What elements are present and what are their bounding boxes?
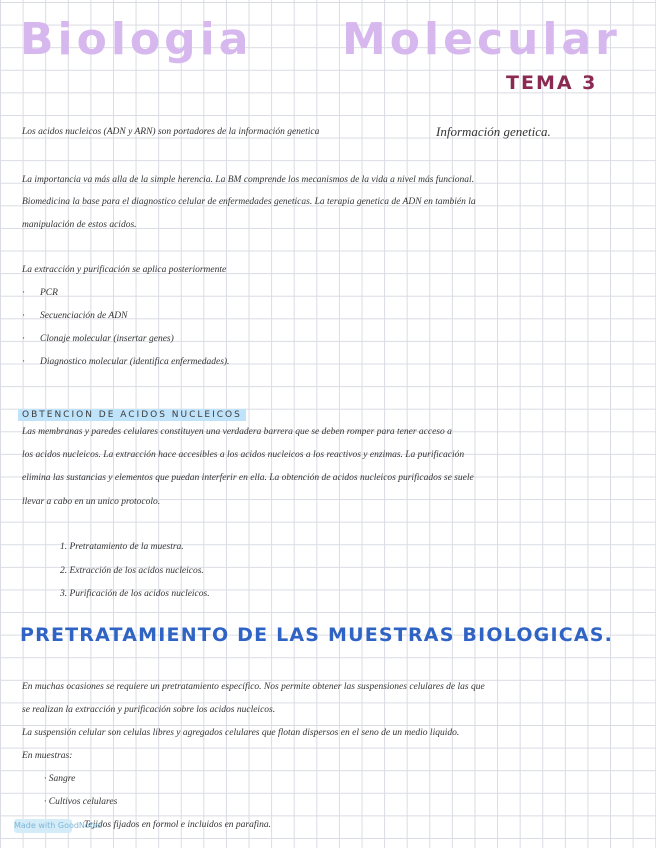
section2-para-line-3: La suspensión celular son celulas libres y agregados celulares que flotan dispersos en el seno de un medio liquido. (22, 728, 460, 738)
section1-para-line-2: los acidos nucleicos. La extracción hace accesibles a los acidos nucleicos a los reactivos y enzimas. La purificación (22, 450, 465, 460)
bullet-icon: · (22, 334, 26, 344)
intro-para-line-2: Biomedicina la base para el diagnostico celular de enfermedades geneticas. La terapia genetica de ADN en también la (22, 197, 476, 207)
section1-para-line-3: elimina las sustancias y elementos que puedan interferir en ella. La obtención de acidos nucleicos purificados se suele (22, 473, 474, 483)
list-item: Tejidos fijados en formol e incluidos en parafina. (84, 820, 272, 830)
extraction-intro: La extracción y purificación se aplica posteriormente (22, 265, 227, 275)
intro-line: Los acidos nucleicos (ADN y ARN) son portadores de la información genetica (22, 127, 320, 137)
section-heading-1 (18, 402, 246, 421)
list-item: · Sangre (44, 774, 76, 784)
list-item: · Diagnostico molecular (identifica enfermedades). (22, 357, 230, 367)
list-item: · PCR (22, 288, 58, 298)
section1-para-line-1: Las membranas y paredes celulares constituyen una verdadera barrera que se deben romper para tener acceso a (22, 427, 452, 437)
section2-para-line-2: se realizan la extracción y purificación sobre los acidos nucleicos. (22, 705, 276, 715)
list-item: · Secuenciación de ADN (22, 311, 128, 321)
bullet-icon: · (22, 311, 26, 321)
intro-keyword: Información genetica. (436, 124, 551, 139)
goodnotes-watermark: Made with GoodNotes (14, 819, 72, 833)
subtitle: TEMA 3 (506, 72, 598, 94)
list-item: · Cultivos celulares (44, 797, 118, 807)
bullet-icon: · (44, 774, 49, 784)
step-item: 1. Pretratamiento de la muestra. (60, 542, 184, 552)
section2-para-line-1: En muchas ocasiones se requiere un pretratamiento específico. Nos permite obtener las suspensiones celulares de las que (22, 682, 485, 692)
title-word-2: Molecular (342, 14, 621, 65)
section-heading-2: PRETRATAMIENTO DE LAS MUESTRAS BIOLOGICAS. (20, 624, 614, 646)
bullet-icon: · (22, 288, 26, 298)
title-word-1: Biologia (20, 14, 253, 65)
step-item: 3. Purificación de los acidos nucleicos. (60, 589, 210, 599)
bullet-icon: · (22, 357, 26, 367)
intro-para-line-3: manipulación de estos acidos. (22, 220, 137, 230)
bullet-icon: · (44, 797, 49, 807)
step-item: 2. Extracción de los acidos nucleicos. (60, 566, 204, 576)
section-heading-1-text: OBTENCION DE ACIDOS NUCLEICOS (18, 409, 246, 421)
section1-para-line-4: llevar a cabo en un unico protocolo. (22, 497, 161, 507)
section2-para-line-4: En muestras: (22, 751, 73, 761)
list-item: · Clonaje molecular (insertar genes) (22, 334, 174, 344)
intro-para-line-1: La importancia va más alla de la simple herencia. La BM comprende los mecanismos de la vida a nivel más funcional. (22, 175, 475, 185)
